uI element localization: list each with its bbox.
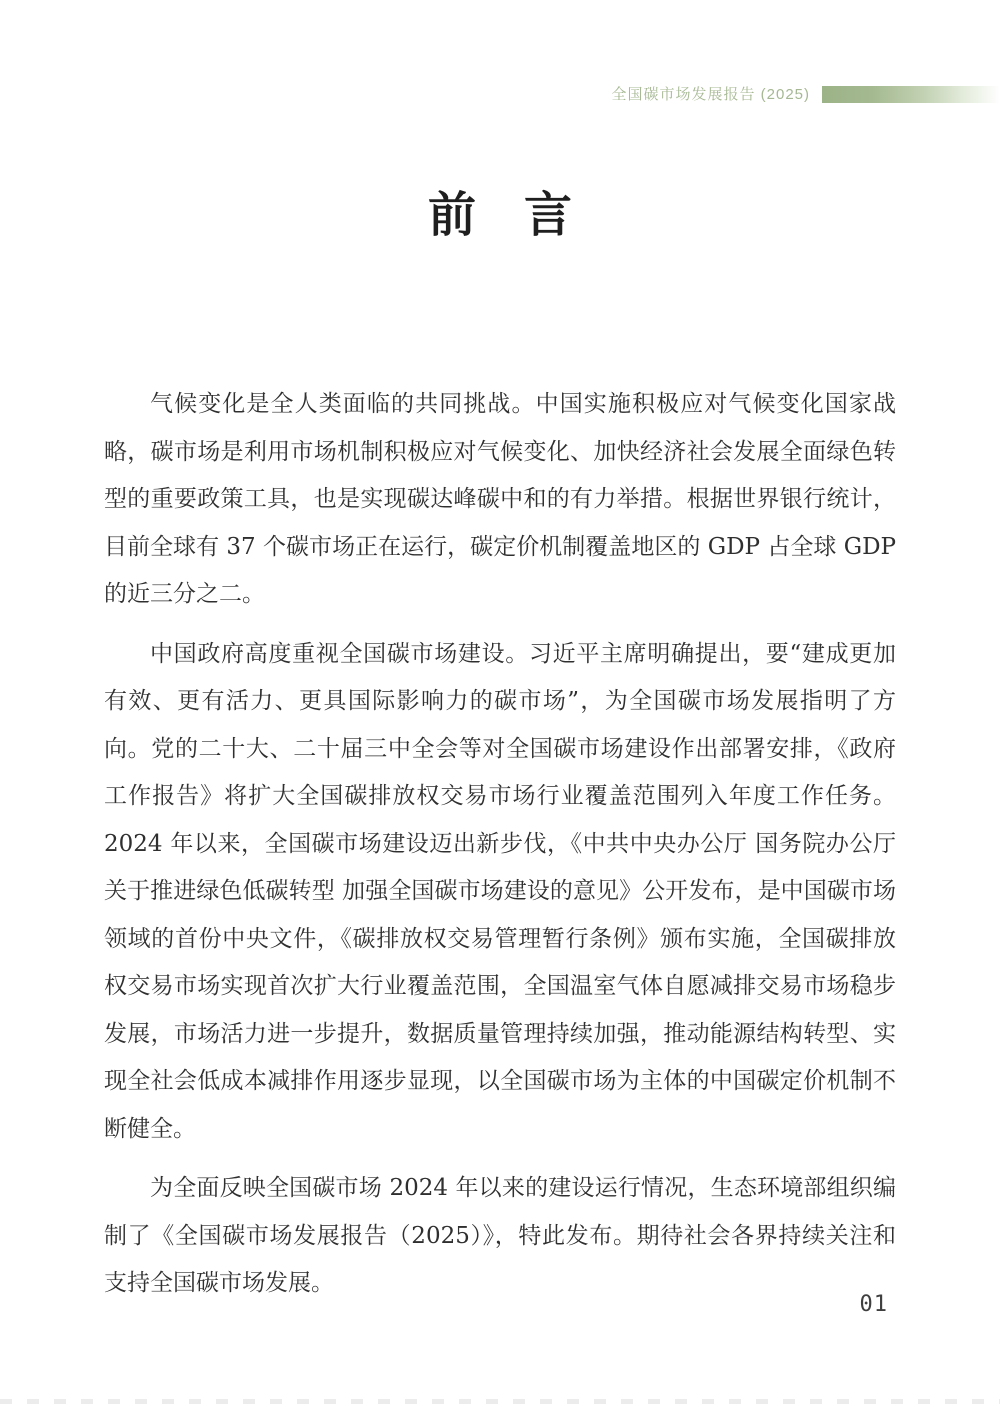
preface-paragraph-1: 气候变化是全人类面临的共同挑战。中国实施积极应对气候变化国家战略，碳市场是利用市场机制积极应对气候变化、加快经济社会发展全面绿色转型的重要政策工具，也是实现碳达峰碳中和的有力举措。根据世界银行统计，目前全球有 37 个碳市场正在运行，碳定价机制覆盖地区的 GDP 占全球 GDP 的近三分之二。 bbox=[104, 391, 896, 607]
preface-paragraph-3: 为全面反映全国碳市场 2024 年以来的建设运行情况，生态环境部组织编制了《全国碳市场发展报告（2025）》，特此发布。期待社会各界持续关注和支持全国碳市场发展。 bbox=[104, 1175, 896, 1296]
next-page-edge bbox=[0, 1399, 1000, 1404]
page-number: 01 bbox=[859, 1292, 888, 1317]
preface-paragraph-2: 中国政府高度重视全国碳市场建设。习近平主席明确提出，要“建成更加有效、更有活力、更具国际影响力的碳市场”，为全国碳市场发展指明了方向。党的二十大、二十届三中全会等对全国碳市场建设作出部署安排，《政府工作报告》将扩大全国碳排放权交易市场行业覆盖范围列入年度工作任务。2024 年以来，全国碳市场建设迈出新步伐，《中共中央办公厅 国务院办公厅关于推进绿色低碳转型 加强全国碳市场建设的意见》公开发布，是中国碳市场领域的首份中央文件，《碳排放权交易管理暂行条例》颁布实施，全国碳排放权交易市场实现首次扩大行业覆盖范围，全国温室气体自愿减排交易市场稳步发展，市场活力进一步提升，数据质量管理持续加强，推动能源结构转型、实现全社会低成本减排作用逐步显现，以全国碳市场为主体的中国碳定价机制不断健全。 bbox=[104, 640, 896, 1142]
page-title: 前 言 bbox=[427, 187, 572, 243]
running-header-title: 全国碳市场发展报告 (2025) bbox=[611, 86, 810, 103]
header-accent-bar bbox=[822, 86, 1000, 103]
preface-content bbox=[104, 381, 896, 1320]
